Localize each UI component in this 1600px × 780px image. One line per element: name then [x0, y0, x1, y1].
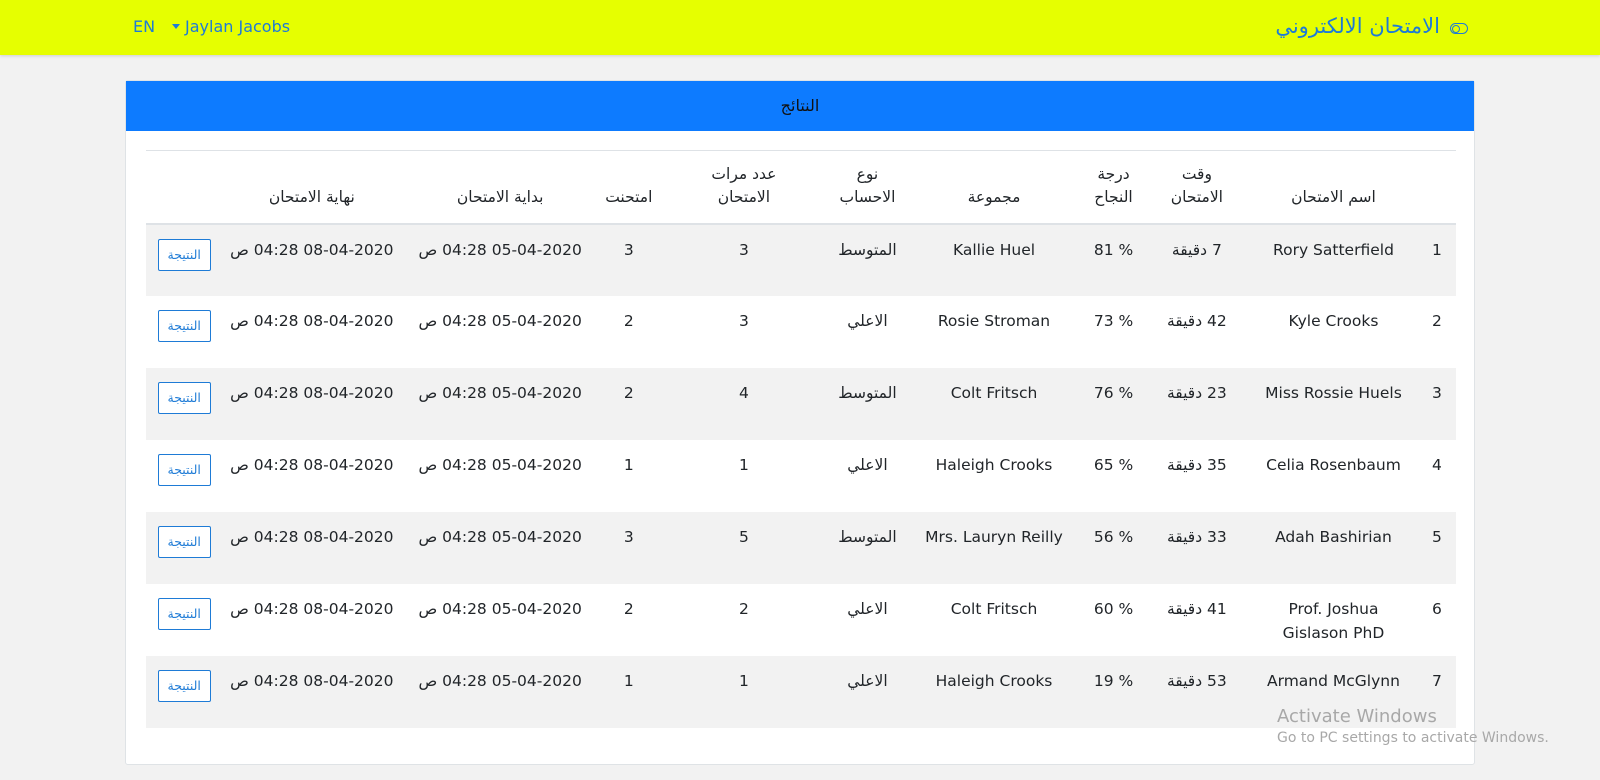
pass-grade-cell: % 81	[1093, 240, 1134, 259]
top-navbar	[0, 0, 1600, 55]
col-exam-name: اسم الامتحان	[1291, 187, 1376, 206]
sidebar-toggle-icon[interactable]	[1450, 23, 1468, 34]
col-number	[1418, 151, 1456, 224]
exam-name-cell: Celia Rosenbaum	[1266, 455, 1401, 474]
view-result-button[interactable]: النتيجة	[158, 526, 211, 558]
end-date-cell: 08-04-2020 04:28 ص	[230, 311, 394, 330]
col-exam-time: وقت الامتحان	[1170, 164, 1223, 206]
attempts-cell: 1	[738, 671, 749, 690]
table-row	[146, 296, 1456, 368]
col-end: نهاية الامتحان	[268, 187, 355, 206]
taken-cell: 2	[623, 383, 634, 402]
brand-link[interactable]: الامتحان الالكتروني	[1275, 14, 1440, 38]
user-menu-dropdown[interactable]	[172, 17, 290, 36]
taken-cell: 2	[623, 599, 634, 618]
action-cell	[146, 656, 222, 728]
calc-type-cell: الاعلي	[847, 455, 888, 474]
row-number: 1	[1431, 240, 1442, 259]
taken-cell: 1	[623, 455, 634, 474]
end-date-cell: 08-04-2020 04:28 ص	[230, 455, 394, 474]
view-result-button[interactable]: النتيجة	[158, 454, 211, 486]
exam-name-cell: Rory Satterfield	[1273, 240, 1394, 259]
exam-name-cell: Prof. Joshua Gislason PhD	[1282, 599, 1385, 642]
pass-grade-cell: % 76	[1093, 383, 1134, 402]
attempts-cell: 3	[738, 311, 749, 330]
row-number: 4	[1431, 455, 1442, 474]
group-cell: Haleigh Crooks	[935, 455, 1053, 474]
card-title: النتائج	[780, 96, 820, 115]
end-date-cell: 08-04-2020 04:28 ص	[230, 599, 394, 618]
start-date-cell: 05-04-2020 04:28 ص	[418, 527, 582, 546]
table-row	[146, 224, 1456, 296]
results-table	[146, 150, 1456, 728]
attempts-cell: 3	[738, 240, 749, 259]
start-date-cell: 05-04-2020 04:28 ص	[418, 383, 582, 402]
watermark-title: Activate Windows	[1277, 706, 1437, 727]
start-date-cell: 05-04-2020 04:28 ص	[418, 240, 582, 259]
end-date-cell: 08-04-2020 04:28 ص	[230, 383, 394, 402]
windows-activation-watermark	[1277, 706, 1549, 746]
start-date-cell: 05-04-2020 04:28 ص	[418, 455, 582, 474]
calc-type-cell: الاعلي	[847, 599, 888, 618]
end-date-cell: 08-04-2020 04:28 ص	[230, 240, 394, 259]
view-result-button[interactable]: النتيجة	[158, 310, 211, 342]
exam-name-cell: Armand McGlynn	[1267, 671, 1400, 690]
col-action	[146, 151, 222, 224]
exam-name-cell: Kyle Crooks	[1288, 311, 1379, 330]
watermark-subtitle: Go to PC settings to activate Windows.	[1277, 730, 1549, 746]
action-cell	[146, 440, 222, 512]
exam-time-cell: 41 دقيقة	[1166, 599, 1227, 618]
col-pass-grade: درجة النجاح	[1094, 164, 1133, 206]
col-taken: امتحنت	[605, 187, 653, 206]
taken-cell: 3	[623, 527, 634, 546]
exam-name-cell: Miss Rossie Huels	[1265, 383, 1402, 402]
table-row	[146, 440, 1456, 512]
table-row	[146, 512, 1456, 584]
pass-grade-cell: % 56	[1093, 527, 1134, 546]
attempts-cell: 5	[738, 527, 749, 546]
attempts-cell: 4	[738, 383, 749, 402]
exam-time-cell: 7 دقيقة	[1171, 240, 1222, 259]
end-date-cell: 08-04-2020 04:28 ص	[230, 671, 394, 690]
attempts-cell: 1	[738, 455, 749, 474]
group-cell: Haleigh Crooks	[935, 671, 1053, 690]
view-result-button[interactable]: النتيجة	[158, 239, 211, 271]
calc-type-cell: المتوسط	[838, 383, 897, 402]
group-cell: Rosie Stroman	[937, 311, 1051, 330]
table-row	[146, 368, 1456, 440]
end-date-cell: 08-04-2020 04:28 ص	[230, 527, 394, 546]
results-card	[125, 80, 1475, 765]
view-result-button[interactable]: النتيجة	[158, 598, 211, 630]
exam-time-cell: 33 دقيقة	[1166, 527, 1227, 546]
group-cell: Colt Fritsch	[950, 383, 1038, 402]
exam-time-cell: 35 دقيقة	[1166, 455, 1227, 474]
calc-type-cell: الاعلي	[847, 671, 888, 690]
attempts-cell: 2	[738, 599, 749, 618]
start-date-cell: 05-04-2020 04:28 ص	[418, 311, 582, 330]
action-cell	[146, 584, 222, 656]
exam-name-cell: Adah Bashirian	[1275, 527, 1392, 546]
exam-time-cell: 53 دقيقة	[1166, 671, 1227, 690]
row-number: 6	[1431, 599, 1442, 618]
calc-type-cell: المتوسط	[838, 240, 897, 259]
pass-grade-cell: % 60	[1093, 599, 1134, 618]
pass-grade-cell: % 65	[1093, 455, 1134, 474]
view-result-button[interactable]: النتيجة	[158, 670, 211, 702]
start-date-cell: 05-04-2020 04:28 ص	[418, 599, 582, 618]
col-calc-type: نوع الاحساب	[839, 164, 896, 206]
view-result-button[interactable]: النتيجة	[158, 382, 211, 414]
action-cell	[146, 224, 222, 296]
group-cell: Kallie Huel	[952, 240, 1036, 259]
col-attempts: عدد مرات الامتحان	[711, 164, 777, 206]
calc-type-cell: الاعلي	[847, 311, 888, 330]
row-number: 7	[1431, 671, 1442, 690]
caret-down-icon	[172, 24, 180, 29]
group-cell: Colt Fritsch	[950, 599, 1038, 618]
group-cell: Mrs. Lauryn Reilly	[925, 527, 1063, 546]
action-cell	[146, 368, 222, 440]
taken-cell: 2	[623, 311, 634, 330]
exam-time-cell: 23 دقيقة	[1166, 383, 1227, 402]
card-header	[126, 81, 1474, 131]
row-number: 3	[1431, 383, 1442, 402]
user-name: Jaylan Jacobs	[185, 17, 291, 36]
calc-type-cell: المتوسط	[838, 527, 897, 546]
pass-grade-cell: % 73	[1093, 311, 1134, 330]
language-switch-link[interactable]: EN	[133, 17, 156, 36]
action-cell	[146, 296, 222, 368]
row-number: 2	[1431, 311, 1442, 330]
pass-grade-cell: % 19	[1093, 671, 1134, 690]
taken-cell: 3	[623, 240, 634, 259]
taken-cell: 1	[623, 671, 634, 690]
table-row	[146, 584, 1456, 656]
col-group: مجموعة	[967, 187, 1021, 206]
action-cell	[146, 512, 222, 584]
col-start: بداية الامتحان	[456, 187, 544, 206]
table-header-row	[146, 151, 1456, 224]
exam-time-cell: 42 دقيقة	[1166, 311, 1227, 330]
row-number: 5	[1431, 527, 1442, 546]
table-row	[146, 656, 1456, 728]
start-date-cell: 05-04-2020 04:28 ص	[418, 671, 582, 690]
